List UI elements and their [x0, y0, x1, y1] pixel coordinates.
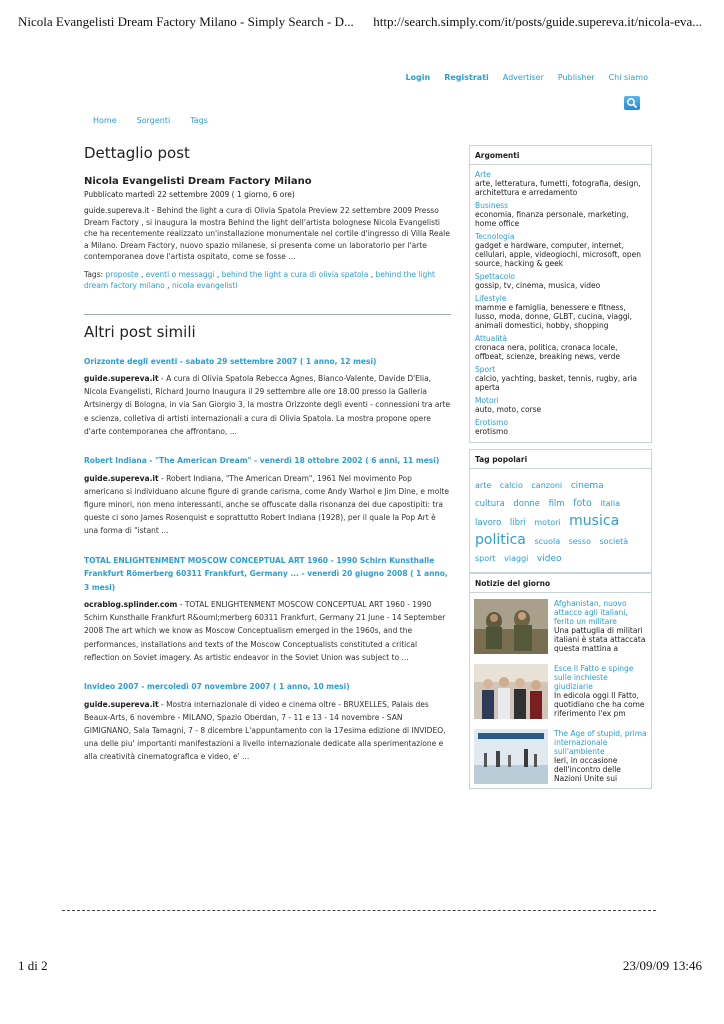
tag-link[interactable]: nicola evangelisti	[171, 281, 238, 290]
similar-post-title[interactable]: Robert Indiana - "The American Dream" - venerdì 18 ottobre 2002 ( 6 anni, 11 mesi)	[84, 456, 440, 466]
category-desc: auto, moto, corse	[475, 405, 542, 414]
popular-tag-link[interactable]: motori	[534, 518, 561, 527]
home-link[interactable]: Home	[93, 116, 117, 125]
category-desc: gossip, tv, cinema, musica, video	[475, 281, 601, 290]
category-desc: economia, finanza personale, marketing, home office	[475, 210, 629, 228]
print-header-title: Nicola Evangelisti Dream Factory Milano - Simply Search - D...	[18, 14, 354, 29]
category-item	[475, 396, 646, 414]
post-meta: Pubblicato martedì 22 settembre 2009 ( 1 giorno, 6 ore)	[84, 190, 295, 199]
category-item	[475, 365, 646, 392]
news-title[interactable]: Afghanistan, nuovo attacco agli italiani, ferito un militare	[554, 599, 628, 626]
similar-post-text	[84, 472, 451, 538]
category-desc: mamme e famiglia, benessere e fitness, lusso, moda, donne, GLBT, cucina, viaggi, animali domestici, hobby, shopping	[475, 303, 633, 330]
registrati-link[interactable]: Registrati	[444, 73, 489, 82]
similar-post-excerpt: - TOTAL ENLIGHTENMENT MOSCOW CONCEPTUAL ART 1960 - 1990 Schirn Kunsthalle Frankfurt R&ouml;merberg 60311 Frankfurt, Germany 21 June - 14 September 2008 The art which we know as Moscow Conceptualism emerged in the 1960s, and the performances, installations and texts of the Moscow Conceptualists constituted a critical reflection on Soviet imagery. As artistic endeavor in the Soviet Union was subject to ...	[84, 600, 446, 662]
similar-post	[84, 355, 451, 439]
news-desc: Ieri, in occasione dell'incontro delle Nazioni Unite sui	[554, 756, 621, 783]
category-link[interactable]: Erotismo	[475, 418, 509, 427]
popular-tag-link[interactable]: politica	[475, 532, 526, 548]
similar-post-title[interactable]: TOTAL ENLIGHTENMENT MOSCOW CONCEPTUAL ART 1960 - 1990 Schirn Kunsthalle Frankfurt Römerberg 60311 Frankfurt, Germany ... - venerdì 20 giugno 2008 ( 1 anno, 3 mesi)	[84, 555, 448, 592]
category-item	[475, 272, 646, 290]
news-title[interactable]: Esce Il Fatto e spinge sulle inchieste giudiziarie	[554, 664, 634, 691]
tag-link[interactable]: proposte	[105, 269, 139, 279]
similar-post-source: ocrablog.splinder.com	[84, 600, 178, 610]
sub-nav	[93, 116, 208, 125]
search-icon	[626, 97, 638, 109]
category-link[interactable]: Lifestyle	[475, 294, 507, 303]
post-title: Nicola Evangelisti Dream Factory Milano	[84, 176, 312, 187]
news-item	[470, 593, 651, 658]
similar-post-text	[84, 372, 451, 438]
news-desc: Una pattuglia di militari italiani è stata attaccata questa mattina a	[554, 626, 646, 653]
news-thumbnail-group-photo[interactable]	[474, 664, 548, 719]
news-item	[470, 658, 651, 723]
news-desc: In edicola oggi Il Fatto, quotidiano che ha come riferimento l'ex pm	[554, 691, 645, 718]
popular-tag-link[interactable]: libri	[509, 518, 526, 528]
popular-tag-link[interactable]: italia	[600, 499, 620, 508]
popular-tag-link[interactable]: calcio	[499, 481, 523, 490]
popular-tag-link[interactable]: musica	[569, 513, 620, 529]
popular-tag-link[interactable]: film	[548, 499, 565, 509]
category-link[interactable]: Motori	[475, 396, 499, 405]
news-thumbnail-soldiers[interactable]	[474, 599, 548, 654]
page-break-divider	[62, 910, 656, 911]
tag-popolari-title: Tag popolari	[475, 455, 528, 464]
page-title: Dettaglio post	[84, 144, 190, 162]
category-desc: calcio, yachting, basket, tennis, rugby, aria aperta	[475, 374, 637, 392]
news-title[interactable]: The Age of stupid, prima internazionale sull'ambiente	[554, 729, 647, 756]
popular-tag-link[interactable]: cultura	[475, 499, 505, 509]
news-thumbnail-poster[interactable]	[474, 729, 548, 784]
category-link[interactable]: Tecnologia	[475, 232, 515, 241]
popular-tag-link[interactable]: viaggi	[504, 554, 529, 563]
category-desc: cronaca nera, politica, cronaca locale, offbeat, scienze, breaking news, verde	[475, 343, 621, 361]
similar-posts-heading: Altri post simili	[84, 322, 196, 341]
search-button[interactable]	[624, 96, 640, 110]
tag-link[interactable]: behind the light a cura di olivia spatola	[221, 269, 369, 279]
popular-tag-link[interactable]: donne	[513, 499, 541, 509]
category-desc: erotismo	[475, 427, 508, 436]
publisher-link[interactable]: Publisher	[557, 73, 595, 82]
similar-post-source: guide.supereva.it	[84, 699, 159, 709]
print-footer-datetime: 23/09/09 13:46	[622, 958, 702, 973]
category-item	[475, 201, 646, 228]
print-footer-page: 1 di 2	[18, 958, 48, 973]
category-item	[475, 334, 646, 361]
tag-link[interactable]: behind the light dream factory milano	[84, 269, 435, 290]
login-link[interactable]: Login	[405, 73, 431, 82]
category-item	[475, 232, 646, 268]
post-text: - Behind the light a cura di Olivia Spatola Preview 22 settembre 2009 Presso Dream Factory , si inaugura la mostra Behind the light dell'artista bolognese Nicola Evangelisti che ha recentemente realizzato un'installazione monumentale nel cortile d'ingresso di Villa Reale a Milano. Dream Factory, nuovo spazio milanese, si presenta come un laboratorio per l'arte contemporanea dove l'artista ospitato, come se fosse ...	[84, 206, 450, 261]
tags-label: Tags:	[84, 269, 106, 279]
popular-tag-link[interactable]: foto	[573, 498, 592, 509]
category-item	[475, 418, 646, 436]
similar-post	[84, 454, 451, 538]
tags-link[interactable]: Tags	[190, 116, 208, 125]
notizie-title: Notizie del giorno	[475, 579, 551, 588]
tag-link[interactable]: eventi o messaggi	[145, 269, 215, 279]
argomenti-title: Argomenti	[475, 151, 520, 160]
similar-post-excerpt: - Mostra internazionale di video e cinema oltre - BRUXELLES, Palais des Beaux-Arts, 6 novembre - MILANO, Spazio Oberdan, 7 - 11 e 13 - 14 novembre - SAN GIMIGNANO, Sala Tamagni, 7 - 8 dicembre L'appuntamento con la 17esima edizione di INVIDEO, una delle piu' importanti manifestazioni a livello internazionale dedicate alla sperimentazione e alla creatività cinematografica e video, e' ...	[84, 699, 446, 762]
popular-tag-link[interactable]: sport	[475, 554, 496, 563]
sorgenti-link[interactable]: Sorgenti	[136, 116, 171, 125]
category-item	[475, 294, 646, 330]
post-source: guide.supereva.it	[84, 206, 150, 215]
category-link[interactable]: Sport	[475, 365, 496, 374]
main-content	[84, 140, 451, 780]
category-link[interactable]: Business	[475, 201, 509, 210]
tag-cloud	[470, 468, 651, 572]
popular-tag-link[interactable]: sesso	[568, 537, 591, 546]
similar-post	[84, 680, 451, 764]
similar-post-text	[84, 698, 451, 764]
similar-post-title[interactable]: Orizzonte degli eventi - sabato 29 settembre 2007 ( 1 anno, 12 mesi)	[84, 356, 377, 366]
category-link[interactable]: Arte	[475, 170, 491, 179]
similar-post-source: guide.supereva.it	[84, 374, 159, 383]
category-item	[475, 170, 646, 197]
top-nav	[405, 73, 648, 82]
divider	[84, 314, 451, 315]
category-link[interactable]: Attualità	[475, 334, 507, 343]
popular-tag-link[interactable]: scuola	[534, 537, 561, 546]
tag-popolari-box	[469, 449, 652, 573]
similar-post-excerpt: - Robert Indiana, "The American Dream", 1961 Nel movimento Pop americano si individuano alcune figure di grande carisma, come Andy Warhol e Jim Dine, e molte figure minori, non meno interessanti, anche se offuscate dalla risonanza dei due capostipiti: tra queste ci sono James Rosenquist e soprattutto Robert Indiana (1928), per il quale la Pop Art è una forma di "istant ...	[84, 473, 449, 536]
category-desc: gadget e hardware, computer, internet, cellulari, apple, videogiochi, microsoft, open source, hacking & geek	[475, 241, 641, 268]
post-body	[84, 205, 451, 263]
popular-tag-link[interactable]: società	[599, 537, 629, 546]
argomenti-box	[469, 145, 652, 443]
category-desc: arte, letteratura, fumetti, fotografia, design, architettura e arredamento	[475, 179, 641, 197]
similar-post-title[interactable]: Invideo 2007 - mercoledì 07 novembre 2007 ( 1 anno, 10 mesi)	[84, 682, 350, 692]
news-list	[470, 592, 651, 788]
popular-tag-link[interactable]: cinema	[570, 481, 604, 491]
similar-post-excerpt: - A cura di Olivia Spatola Rebecca Agnes, Bianco-Valente, Davide D'Elia, Nicola Evangelisti, Richard Journo Inaugura il 29 settembre alle ore 18.00 presso la Galleria Artsinergy di Bologna, in via San Giorgio 3, la mostra Orizzonte degli eventi - connessioni tra arte e scienza, colletiva di artisti internazionali a cura di Olivia Spatola. La mostra propone opere d'arte contemporanea che affrontano, ...	[84, 374, 451, 436]
post-tags: Tags: proposte , eventi o messaggi , behind the light a cura di olivia spatola , behind the light dream factory milano , nicola evangelisti	[84, 269, 435, 290]
popular-tag-link[interactable]: lavoro	[475, 518, 502, 528]
category-list	[470, 164, 651, 442]
notizie-box	[469, 573, 652, 789]
popular-tag-link[interactable]: video	[536, 554, 562, 564]
popular-tag-link[interactable]: canzoni	[531, 481, 563, 490]
category-link[interactable]: Spettacolo	[475, 272, 515, 281]
similar-post-source: guide.supereva.it	[84, 473, 159, 483]
print-header-url: http://search.simply.com/it/posts/guide.supereva.it/nicola-eva...	[373, 14, 702, 29]
similar-post-text	[84, 598, 451, 664]
similar-post	[84, 554, 451, 665]
advertiser-link[interactable]: Advertiser	[502, 73, 544, 82]
chi-siamo-link[interactable]: Chi siamo	[608, 73, 648, 82]
popular-tag-link[interactable]: arte	[475, 481, 492, 490]
news-item	[470, 723, 651, 788]
